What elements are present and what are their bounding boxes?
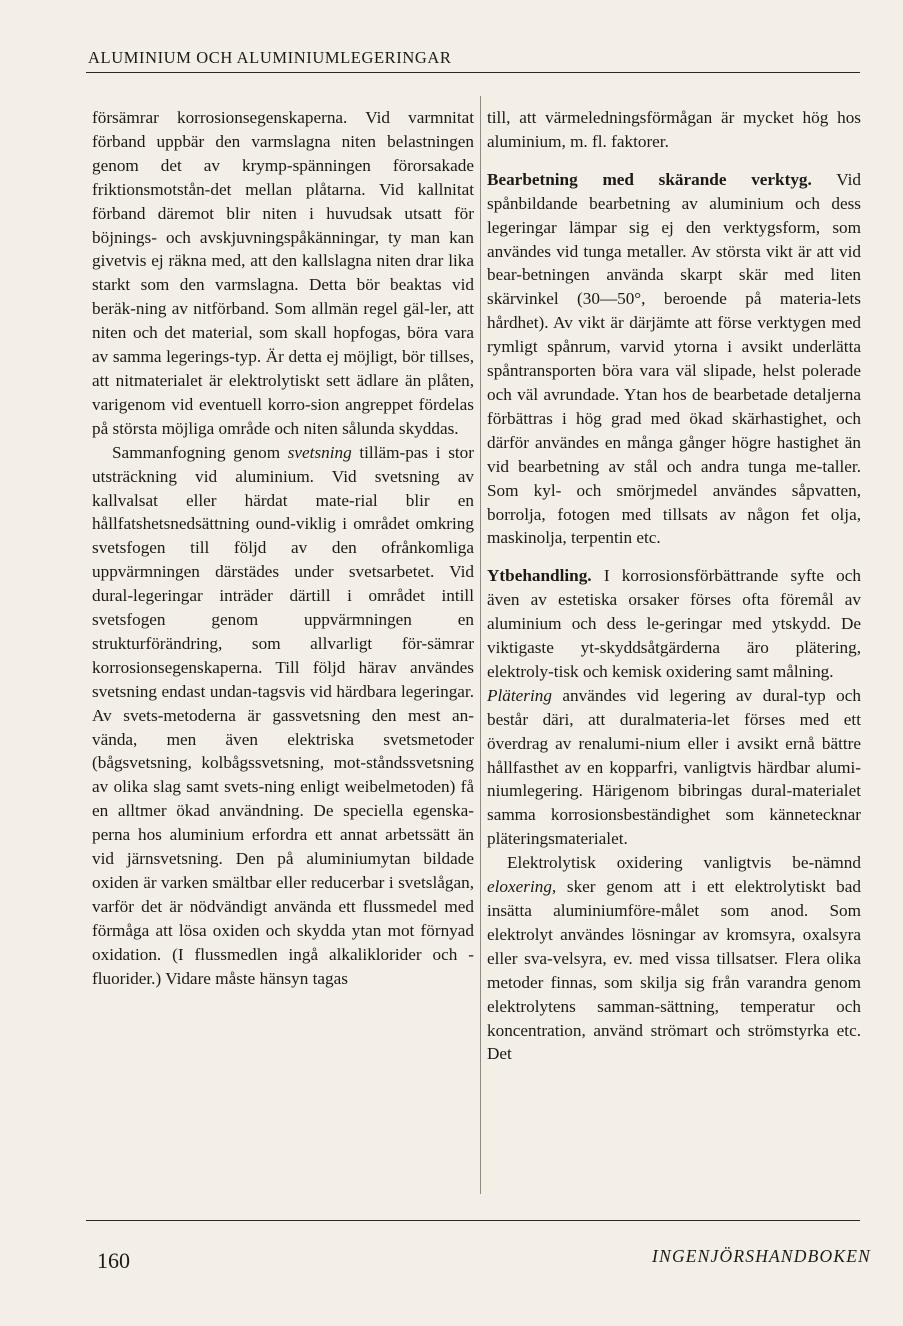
surface-treatment-heading: Ytbehandling. — [487, 566, 592, 586]
column-divider — [480, 96, 481, 1194]
plating-term: Plätering — [487, 685, 552, 705]
page-number: 160 — [97, 1248, 130, 1273]
plating-body: användes vid legering av dural-typ och består däri, att duralmateria-let förses med ett överdrag av renalumi-nium eller i avsikt ernå bättre hållfasthet av en kopparfri, vanligtvis härdbar alumi-niumlegering. Härigenom bibringas dural-materialet samma korrosionsbeständighet som kännetecknar pläteringsmaterialet. — [487, 685, 861, 849]
paragraph-surface-treatment — [487, 564, 861, 684]
paragraph-anodizing — [487, 851, 861, 1066]
welding-intro: Sammanfogning genom — [112, 442, 288, 462]
paragraph-plating — [487, 684, 861, 851]
left-column — [92, 106, 474, 991]
welding-term: svetsning — [287, 442, 352, 462]
machining-body: Vid spånbildande bearbetning av aluminium och dess legeringar lämpar sig ej den verktygsform, som användes vid tunga metaller. Av största vikt är att vid bear-betningen använda skarpt skär med liten skärvinkel (30—50°, beroende på materia-lets hårdhet). Av vikt är därjämte att förse verktygen med rymligt spånrum, varvid ytorna i avsikt underlätta spåntransporten böra vara väl slipade, helst polerade och väl avrundade. Ytan hos de bearbetade detaljerna förbättras i hög grad med ökad skärhastighet, och därför användes en många gånger högre hastighet än vid bearbetning av stål och andra tunga me-taller. Som kyl- och smörjmedel användes såpvatten, borrolja, fotogen med tillsats av någon fet olja, maskinolja, terpentin etc. — [487, 169, 861, 548]
top-rule — [86, 72, 860, 73]
right-column — [487, 106, 861, 1066]
bottom-rule — [86, 1220, 860, 1221]
paragraph-continuation: till, att värmeledningsförmågan är mycket hög hos aluminium, m. fl. faktorer. — [487, 108, 861, 151]
paragraph-welding — [92, 441, 474, 991]
running-head: ALUMINIUM OCH ALUMINIUMLEGERINGAR — [88, 48, 452, 67]
paragraph-machining — [487, 168, 861, 551]
anodizing-body: sker genom att i ett elektrolytiskt bad insätta aluminiumföre-målet som anod. Som elektrolyt användes lösningar av kromsyra, oxalsyra eller sva-velsyra, ev. med vissa tillsatser. Flera olika metoder finnas, som skilja sig från varandra genom elektrolytens samman-sättning, temperatur och koncentration, använd strömart och strömstyrka etc. Det — [487, 877, 861, 1064]
surface-treatment-body: I korrosionsförbättrande syfte och även av estetiska orsaker förses ofta föremål av aluminium och dess le-geringar med ytskydd. De viktigaste yt-skyddsåtgärderna äro plätering, elektroly-tisk och kemisk oxidering samt målning. — [487, 566, 861, 681]
welding-body: tilläm-pas i stor utsträckning vid aluminium. Vid svetsning av kallvalsat eller härdat mate-rial blir en hållfatshetsnedsättning ound-viklig i området omkring svetsfogen till följd av den ofrånkomliga uppvärmningen därstädes under svetsarbetet. Vid dural-legeringar inträder därtill i området intill svetsfogen genom uppvärmningen en strukturförändring, som allvarligt för-sämrar korrosionsegenskaperna. Till följd härav användes svetsning endast undan-tagsvis vid härdbara legeringar. Av svets-metoderna är gassvetsning den mest an-vända, men även elektriska svetsmetoder (bågsvetsning, kolbågssvetsning, mot-ståndssvetsning av olika slag samt svets-ning enligt weibelmetoden) få en alltmer ökad användning. De speciella egenska-perna hos aluminium erfordra ett annat arbetssätt än vid järnsvetsning. Den på aluminiumytan bildade oxiden är varken smältbar eller reducerbar i svetslågan, varför det är nödvändigt använda ett flussmedel med förmåga att lösa oxiden och skydda ytan mot förnyad oxidation. (I flussmedlen ingå alkaliklorider och -fluorider.) Vidare måste hänsyn tagas — [92, 442, 474, 988]
book-title: INGENJÖRSHANDBOKEN — [652, 1246, 871, 1266]
anodizing-term: eloxering, — [487, 877, 557, 897]
paragraph-rivet-joints: försämrar korrosionsegenskaperna. Vid varmnitat förband uppbär den varmslagna niten belastningen genom det av krymp-spänningen förorsakade friktionsmotstån-det mellan plåtarna. Vid kallnitat förband däremot blir niten i huvudsak utsatt för böjnings- och avskjuvningspåkänningar, ty man kan givetvis ej räkna med, att den kallslagna niten drar lika starkt som den varmslagna. Detta bör beaktas vid beräk-ning av nitförband. Som allmän regel gäl-ler, att niten och det material, som skall hopfogas, böra vara av samma legerings-typ. Är detta ej möjligt, bör tillses, att nitmaterialet är elektrolytiskt sett ädlare än plåten, varigenom vid eventuell korro-sion angreppet fördelas på största möjliga område och niten sålunda skyddas. — [92, 108, 474, 438]
machining-heading: Bearbetning med skärande verktyg. — [487, 169, 812, 189]
anodizing-intro: Elektrolytisk oxidering vanligtvis be-nämnd — [507, 853, 861, 873]
